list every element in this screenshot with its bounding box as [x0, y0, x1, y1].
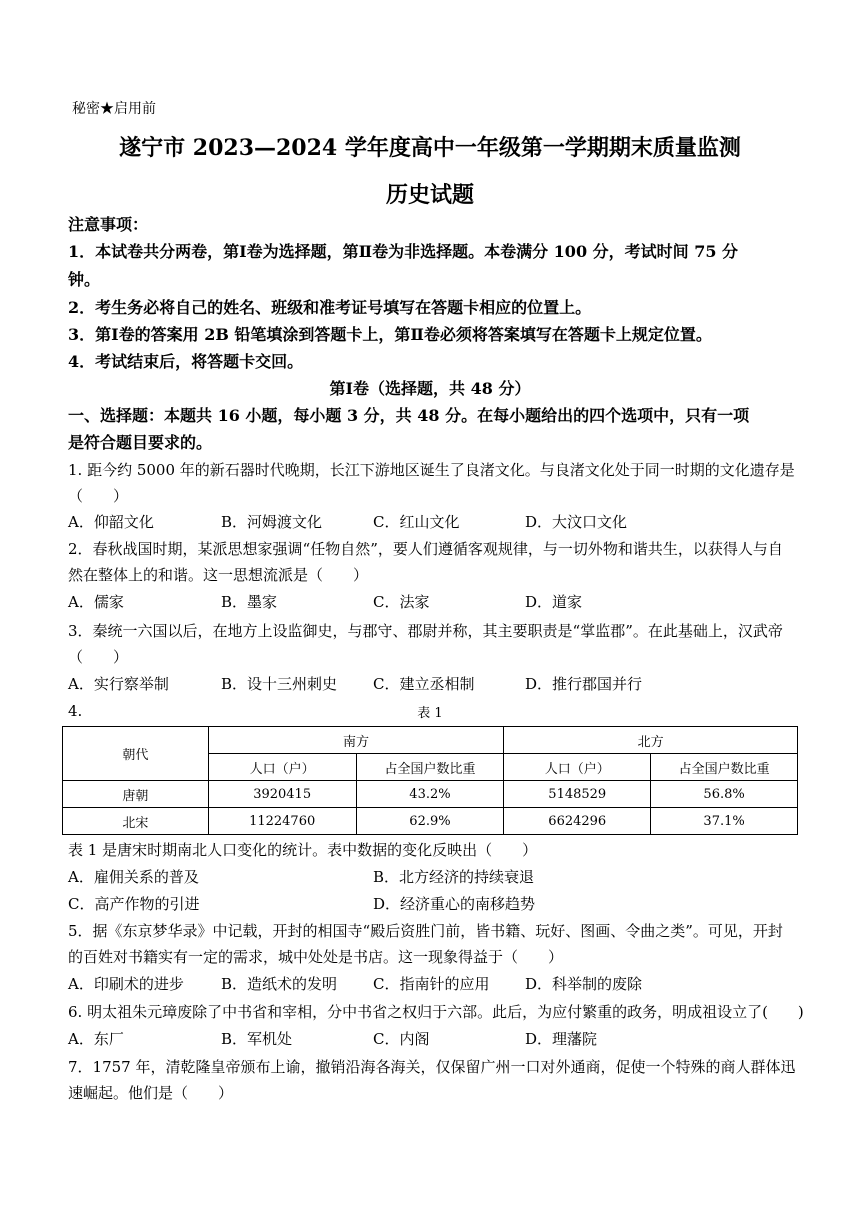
- note-item: 2．考生务必将自己的姓名、班级和准考证号填写在答题卡相应的位置上。: [68, 298, 592, 317]
- option-a: A．东厂: [68, 1030, 124, 1048]
- option-b: B．设十三州刺史: [221, 675, 338, 693]
- subject-title: 历史试题: [385, 182, 474, 208]
- question-7-stem: 速崛起。他们是（ ）: [68, 1084, 234, 1102]
- cell-north-pop: 6624296: [504, 808, 651, 835]
- cell-north-share: 56.8%: [651, 781, 798, 808]
- option-d: D．理藩院: [525, 1030, 598, 1048]
- question-3-stem: 3．秦统一六国以后，在地方上设监御史，与郡守、郡尉并称，其主要职责是“掌监郡”。在此基础上，汉武帝: [68, 622, 783, 640]
- section-title: 第Ⅰ卷（选择题，共 48 分）: [329, 379, 531, 398]
- population-table: [62, 726, 798, 835]
- header-north-pop: 人口（户）: [504, 754, 651, 781]
- question-6-stem: 6. 明太祖朱元璋废除了中书省和宰相，分中书省之权归于六部。此后，为应付繁重的政务，明成祖设立了( ): [68, 1003, 804, 1021]
- option-b: B．造纸术的发明: [221, 975, 338, 993]
- exam-title: 遂宁市 2023—2024 学年度高中一年级第一学期期末质量监测: [119, 135, 741, 161]
- cell-south-pop: 3920415: [208, 781, 356, 808]
- cell-north-pop: 5148529: [504, 781, 651, 808]
- notes-heading: 注意事项：: [68, 215, 149, 234]
- option-b: B．河姆渡文化: [221, 513, 323, 531]
- question-4-number: 4.: [68, 702, 83, 720]
- question-1-stem: （ ）: [68, 487, 129, 505]
- question-2-stem: 然在整体上的和谐。这一思想流派是（ ）: [68, 566, 369, 584]
- option-c: C．法家: [373, 593, 430, 611]
- header-north: 北方: [504, 727, 798, 754]
- table-row: [63, 781, 798, 808]
- section-instruction: 一、选择题：本题共 16 小题，每小题 3 分，共 48 分。在每小题给出的四个选项中，只有一项: [68, 406, 750, 425]
- note-item: 钟。: [68, 270, 101, 289]
- question-5-stem: 5．据《东京梦华录》中记载，开封的相国寺“殿后资胜门前，皆书籍、玩好、图画、令曲之类”。可见，开封: [68, 922, 783, 940]
- cell-dynasty: 北宋: [63, 808, 209, 835]
- question-3-stem: （ ）: [68, 648, 129, 666]
- cell-south-share: 62.9%: [356, 808, 504, 835]
- cell-south-pop: 11224760: [208, 808, 356, 835]
- cell-south-share: 43.2%: [356, 781, 504, 808]
- question-2-stem: 2．春秋战国时期，某派思想家强调“任物自然”，要人们遵循客观规律，与一切外物和谐共生，以获得人与自: [68, 540, 783, 558]
- header-south-share: 占全国户数比重: [356, 754, 504, 781]
- option-a: A．儒家: [68, 593, 124, 611]
- table-caption: 表 1: [417, 706, 443, 721]
- option-d: D．道家: [525, 593, 583, 611]
- table-row: [63, 808, 798, 835]
- option-c: C．指南针的应用: [373, 975, 490, 993]
- cell-north-share: 37.1%: [651, 808, 798, 835]
- note-item: 3．第Ⅰ卷的答案用 2B 铅笔填涂到答题卡上，第Ⅱ卷必须将答案填写在答题卡上规定位置。: [68, 325, 712, 344]
- option-c: C．红山文化: [373, 513, 460, 531]
- option-a: A．雇佣关系的普及: [68, 868, 199, 886]
- option-d: D．大汶口文化: [525, 513, 628, 531]
- question-7-stem: 7．1757 年，清乾隆皇帝颁布上谕，撤销沿海各海关，仅保留广州一口对外通商，促使一个特殊的商人群体迅: [68, 1058, 796, 1076]
- header-south: 南方: [208, 727, 504, 754]
- cell-dynasty: 唐朝: [63, 781, 209, 808]
- option-b: B．军机处: [221, 1030, 293, 1048]
- question-1-stem: 1. 距今约 5000 年的新石器时代晚期，长江下游地区诞生了良渚文化。与良渚文化处于同一时期的文化遗存是: [68, 461, 795, 479]
- option-a: A．仰韶文化: [68, 513, 154, 531]
- option-d: D．经济重心的南移趋势: [373, 895, 536, 913]
- option-b: B．北方经济的持续衰退: [373, 868, 535, 886]
- option-d: D．推行郡国并行: [525, 675, 643, 693]
- option-c: C．建立丞相制: [373, 675, 475, 693]
- header-south-pop: 人口（户）: [208, 754, 356, 781]
- question-4-stem: 表 1 是唐宋时期南北人口变化的统计。表中数据的变化反映出（ ）: [68, 841, 538, 859]
- header-dynasty: 朝代: [63, 727, 209, 781]
- option-a: A．实行察举制: [68, 675, 169, 693]
- option-a: A．印刷术的进步: [68, 975, 184, 993]
- question-5-stem: 的百姓对书籍实有一定的需求，城中处处是书店。这一现象得益于（ ）: [68, 948, 564, 966]
- option-b: B．墨家: [221, 593, 278, 611]
- section-instruction: 是符合题目要求的。: [68, 433, 213, 452]
- note-item: 4．考试结束后，将答题卡交回。: [68, 352, 304, 371]
- option-c: C．高产作物的引进: [68, 895, 200, 913]
- header-north-share: 占全国户数比重: [651, 754, 798, 781]
- secret-label: 秘密★启用前: [72, 101, 156, 117]
- option-d: D．科举制的废除: [525, 975, 643, 993]
- option-c: C．内阁: [373, 1030, 430, 1048]
- note-item: 1．本试卷共分两卷，第Ⅰ卷为选择题，第Ⅱ卷为非选择题。本卷满分 100 分，考试时间 75 分: [68, 242, 739, 261]
